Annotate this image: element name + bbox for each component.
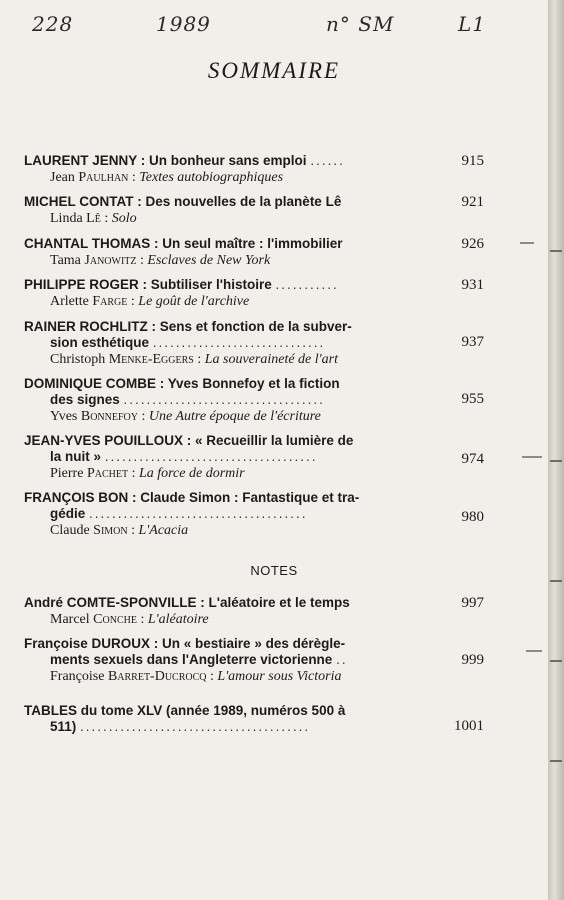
toc-entry[interactable] [24,490,494,539]
book-spine [548,0,564,900]
page-number: 1001 [454,718,484,734]
entry-title: « Recueillir la lumière de [195,433,354,448]
leader-dots: ...................................... [89,506,308,521]
entry-title-continued: gédie ...................................... [50,506,308,521]
entry-author: MICHEL CONTAT [24,194,134,209]
entry-author: JEAN-YVES POUILLOUX [24,433,184,448]
page-number: 980 [461,509,484,525]
entry-subject: Françoise Barret-Ducrocq : L'amour sous Victoria [50,669,342,684]
entry-author: André COMTE-SPONVILLE [24,595,197,610]
entry-subject: Arlette Farge : Le goût de l'archive [50,294,250,309]
page-number: 915 [461,153,484,169]
toc-entry[interactable] [24,595,494,628]
leader-dots: ........................................ [80,719,311,734]
entry-subject: Marcel Conche : L'aléatoire [50,612,209,627]
entry-heading: CHANTAL THOMAS : Un seul maître : l'immobilier [24,236,343,251]
handwritten-note: L1 [458,12,487,36]
entry-heading: André COMTE-SPONVILLE : L'aléatoire et le temps [24,595,350,610]
entry-title: L'aléatoire et le temps [208,595,350,610]
entry-subject: Linda Lê : Solo [50,211,137,226]
page-number: 926 [461,236,484,252]
toc-entry[interactable] [24,703,494,735]
page-number: 921 [461,194,484,210]
stray-mark [520,242,534,244]
entry-heading: DOMINIQUE COMBE : Yves Bonnefoy et la fiction [24,376,340,391]
entry-title: Sens et fonction de la subver- [159,319,352,334]
entry-author: RAINER ROCHLITZ [24,319,148,334]
entry-title: Yves Bonnefoy et la fiction [167,376,340,391]
entry-author: FRANÇOIS BON [24,490,129,505]
leader-dots: ........... [275,277,339,292]
entry-author: DOMINIQUE COMBE [24,376,157,391]
leader-dots: ................................... [123,392,325,407]
leader-dots: .............................. [152,335,326,350]
page-number: 931 [461,277,484,293]
page-number: 999 [461,652,484,668]
entry-title: Subtiliser l'histoire [150,277,272,292]
entry-subject: Yves Bonnefoy : Une Autre époque de l'écriture [50,409,321,424]
toc-entry[interactable] [24,376,494,425]
toc-entry[interactable] [24,636,494,685]
entry-heading: JEAN-YVES POUILLOUX : « Recueillir la lumière de [24,433,354,448]
entry-title: Claude Simon : Fantastique et tra- [140,490,360,505]
entry-title: Un bonheur sans emploi [149,153,307,168]
toc-entry[interactable] [24,236,494,269]
entry-title: Un seul maître : l'immobilier [162,236,343,251]
entry-title: Des nouvelles de la planète Lê [145,194,342,209]
entry-heading: MICHEL CONTAT : Des nouvelles de la planète Lê [24,194,342,209]
stray-mark [522,456,542,458]
entry-title-continued: des signes ................................... [50,392,325,407]
leader-dots: ..................................... [104,449,318,464]
entry-subject: Christoph Menke-Eggers : La souveraineté de l'art [50,352,338,367]
entry-heading: LAURENT JENNY : Un bonheur sans emploi ...... [24,153,345,168]
entry-author: CHANTAL THOMAS [24,236,151,251]
entry-author: Françoise DUROUX [24,636,151,651]
stray-mark [526,650,542,652]
entry-author: PHILIPPE ROGER [24,277,139,292]
entry-title-continued: sion esthétique .............................. [50,335,326,350]
toc-entry[interactable] [24,433,494,482]
entry-subject: Jean Paulhan : Textes autobiographiques [50,170,284,185]
page-number: 997 [461,595,484,611]
entry-heading: Françoise DUROUX : Un « bestiaire » des dérègle- [24,636,346,651]
toc-entry[interactable] [24,277,494,310]
handwritten-note: n° SM [326,12,395,36]
page-number: 974 [461,451,484,467]
entry-title-continued: ments sexuels dans l'Angleterre victorienne .. [50,652,348,667]
entry-subject: Tama Janowitz : Esclaves de New York [50,253,271,268]
leader-dots: ...... [310,153,345,168]
entry-heading: PHILIPPE ROGER : Subtiliser l'histoire ........... [24,277,339,292]
toc-entry[interactable] [24,319,494,368]
toc-entry[interactable] [24,194,494,227]
page-title: SOMMAIRE [207,58,341,83]
entry-heading: RAINER ROCHLITZ : Sens et fonction de la subver- [24,319,352,334]
entry-author: LAURENT JENNY [24,153,138,168]
entry-title: Un « bestiaire » des dérègle- [162,636,346,651]
entry-heading: FRANÇOIS BON : Claude Simon : Fantastique et tra- [24,490,360,505]
page-number: 937 [461,334,484,350]
notes-heading: NOTES [250,563,298,578]
leader-dots: .. [336,652,348,667]
entry-title-continued: 511) ........................................ [50,719,311,734]
handwritten-note: 228 [32,12,74,36]
toc-entry[interactable] [24,153,494,186]
entry-title-continued: la nuit » ..................................... [50,449,318,464]
handwritten-note: 1989 [156,12,211,36]
entry-subject: Pierre Pachet : La force de dormir [50,466,245,481]
entry-subject: Claude Simon : L'Acacia [50,523,189,538]
page-number: 955 [461,391,484,407]
entry-heading: TABLES du tome XLV (année 1989, numéros 500 à [24,703,346,718]
